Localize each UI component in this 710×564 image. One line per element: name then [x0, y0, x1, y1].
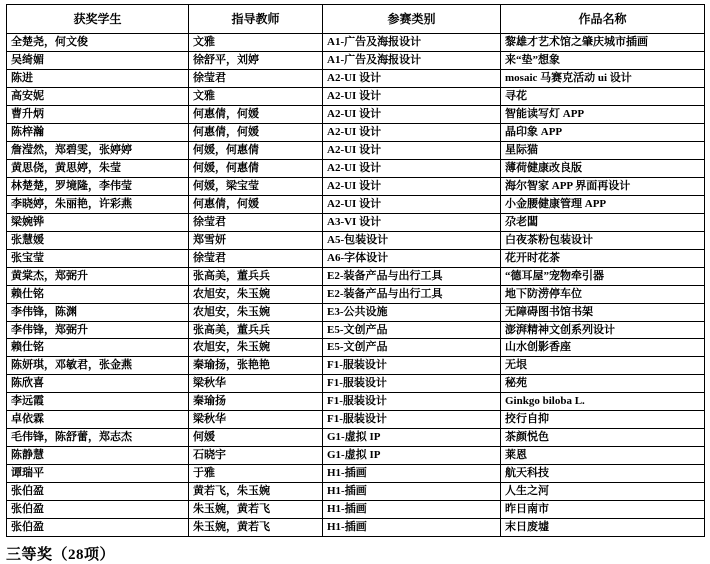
- award-table: [6, 4, 705, 537]
- cell-student: 吴绮媚: [7, 51, 189, 69]
- cell-category: H1-插画: [323, 483, 501, 501]
- cell-work-title: 寻花: [501, 87, 705, 105]
- cell-work-title: 星际猫: [501, 141, 705, 159]
- cell-category: E5-文创产品: [323, 339, 501, 357]
- cell-work-title: 澎湃精神文创系列设计: [501, 321, 705, 339]
- cell-student: 卓依霖: [7, 411, 189, 429]
- cell-category: E3-公共设施: [323, 303, 501, 321]
- table-row: [7, 87, 705, 105]
- cell-category: F1-服装设计: [323, 375, 501, 393]
- cell-work-title: 小金腰健康管理 APP: [501, 195, 705, 213]
- cell-teacher: 何媛，何惠倩: [189, 141, 323, 159]
- cell-teacher: 农旭安，朱玉婉: [189, 339, 323, 357]
- cell-category: A2-UI 设计: [323, 141, 501, 159]
- table-row: [7, 393, 705, 411]
- table-row: [7, 483, 705, 501]
- cell-student: 陈欣喜: [7, 375, 189, 393]
- cell-teacher: 张高美，董兵兵: [189, 321, 323, 339]
- third-prize-heading: 三等奖（28项）: [6, 547, 116, 564]
- table-row: [7, 195, 705, 213]
- table-row: [7, 411, 705, 429]
- cell-teacher: 梁秋华: [189, 375, 323, 393]
- cell-category: H1-插画: [323, 465, 501, 483]
- table-row: [7, 447, 705, 465]
- cell-category: A3-VI 设计: [323, 213, 501, 231]
- column-header-student: 获奖学生: [7, 5, 189, 34]
- cell-teacher: 秦瑜扬，张艳艳: [189, 357, 323, 375]
- cell-work-title: 航天科技: [501, 465, 705, 483]
- table-row: [7, 429, 705, 447]
- cell-student: 黄思侥，黄思婷，朱莹: [7, 159, 189, 177]
- table-row: [7, 177, 705, 195]
- cell-student: 陈静慧: [7, 447, 189, 465]
- cell-work-title: 黎雄才艺术馆之肇庆城市插画: [501, 34, 705, 52]
- cell-student: 全楚尧，何文俊: [7, 34, 189, 52]
- table-row: [7, 303, 705, 321]
- cell-teacher: 徐舒平，刘婷: [189, 51, 323, 69]
- cell-teacher: 朱玉婉，黄若飞: [189, 519, 323, 537]
- cell-work-title: 地下防涝停车位: [501, 285, 705, 303]
- cell-category: G1-虚拟 IP: [323, 429, 501, 447]
- cell-student: 赖仕铭: [7, 339, 189, 357]
- cell-category: A2-UI 设计: [323, 159, 501, 177]
- cell-work-title: mosaic 马赛克活动 ui 设计: [501, 69, 705, 87]
- cell-teacher: 徐莹君: [189, 249, 323, 267]
- table-row: [7, 375, 705, 393]
- cell-category: A6-字体设计: [323, 249, 501, 267]
- cell-work-title: 晶印象 APP: [501, 123, 705, 141]
- cell-work-title: “德耳屋”宠物牵引器: [501, 267, 705, 285]
- cell-teacher: 于雅: [189, 465, 323, 483]
- table-row: [7, 321, 705, 339]
- cell-student: 李伟锋，陈渊: [7, 303, 189, 321]
- cell-student: 张宝莹: [7, 249, 189, 267]
- cell-student: 张伯盈: [7, 519, 189, 537]
- cell-teacher: 张高美，董兵兵: [189, 267, 323, 285]
- cell-work-title: 无垠: [501, 357, 705, 375]
- cell-student: 谭瑞平: [7, 465, 189, 483]
- cell-work-title: 秘苑: [501, 375, 705, 393]
- cell-student: 毛伟锋，陈舒蕾，郑志杰: [7, 429, 189, 447]
- cell-work-title: Ginkgo biloba L.: [501, 393, 705, 411]
- cell-work-title: 山水创影香座: [501, 339, 705, 357]
- cell-student: 张伯盈: [7, 501, 189, 519]
- cell-work-title: 白夜茶粉包装设计: [501, 231, 705, 249]
- cell-work-title: 莱恩: [501, 447, 705, 465]
- cell-category: E2-装备产品与出行工具: [323, 267, 501, 285]
- cell-student: 赖仕铭: [7, 285, 189, 303]
- table-row: [7, 465, 705, 483]
- cell-category: A1-广告及海报设计: [323, 34, 501, 52]
- cell-student: 林楚楚，罗境隆，李伟莹: [7, 177, 189, 195]
- cell-student: 陈进: [7, 69, 189, 87]
- cell-work-title: 无障碍图书馆书架: [501, 303, 705, 321]
- cell-category: H1-插画: [323, 519, 501, 537]
- table-row: [7, 231, 705, 249]
- cell-teacher: 梁秋华: [189, 411, 323, 429]
- cell-teacher: 何媛: [189, 429, 323, 447]
- cell-teacher: 黄若飞，朱玉婉: [189, 483, 323, 501]
- table-row: [7, 501, 705, 519]
- cell-student: 曹升炳: [7, 105, 189, 123]
- cell-teacher: 徐莹君: [189, 69, 323, 87]
- cell-work-title: 尕老闆: [501, 213, 705, 231]
- cell-category: A1-广告及海报设计: [323, 51, 501, 69]
- cell-category: A5-包装设计: [323, 231, 501, 249]
- cell-category: A2-UI 设计: [323, 177, 501, 195]
- cell-category: F1-服装设计: [323, 411, 501, 429]
- column-header-teacher: 指导教师: [189, 5, 323, 34]
- cell-student: 詹滢然，郑碧雯，张婷婷: [7, 141, 189, 159]
- table-row: [7, 123, 705, 141]
- cell-teacher: 农旭安，朱玉婉: [189, 303, 323, 321]
- cell-teacher: 郑雪妍: [189, 231, 323, 249]
- cell-category: G1-虚拟 IP: [323, 447, 501, 465]
- cell-student: 高安妮: [7, 87, 189, 105]
- cell-category: E5-文创产品: [323, 321, 501, 339]
- cell-category: F1-服装设计: [323, 393, 501, 411]
- cell-category: A2-UI 设计: [323, 69, 501, 87]
- cell-category: A2-UI 设计: [323, 87, 501, 105]
- cell-student: 黄棠杰，郑弼升: [7, 267, 189, 285]
- table-row: [7, 339, 705, 357]
- cell-work-title: 昨日南市: [501, 501, 705, 519]
- cell-teacher: 石晓宇: [189, 447, 323, 465]
- cell-teacher: 文雅: [189, 87, 323, 105]
- cell-category: H1-插画: [323, 501, 501, 519]
- cell-work-title: 花开时花茶: [501, 249, 705, 267]
- cell-teacher: 何惠倩，何媛: [189, 195, 323, 213]
- cell-teacher: 何惠倩，何媛: [189, 105, 323, 123]
- table-row: [7, 159, 705, 177]
- cell-teacher: 徐莹君: [189, 213, 323, 231]
- cell-student: 张伯盈: [7, 483, 189, 501]
- cell-teacher: 何惠倩，何媛: [189, 123, 323, 141]
- cell-teacher: 朱玉婉，黄若飞: [189, 501, 323, 519]
- table-row: [7, 213, 705, 231]
- cell-student: 陈妍琪，邓敏君，张金燕: [7, 357, 189, 375]
- column-header-category: 参赛类别: [323, 5, 501, 34]
- cell-student: 李远霞: [7, 393, 189, 411]
- cell-work-title: 智能读写灯 APP: [501, 105, 705, 123]
- cell-student: 李伟锋，郑弼升: [7, 321, 189, 339]
- table-header-row: [7, 5, 705, 34]
- cell-work-title: 来“垫”想象: [501, 51, 705, 69]
- cell-work-title: 人生之河: [501, 483, 705, 501]
- cell-category: E2-装备产品与出行工具: [323, 285, 501, 303]
- cell-category: A2-UI 设计: [323, 123, 501, 141]
- table-row: [7, 267, 705, 285]
- table-row: [7, 69, 705, 87]
- table-header: [7, 5, 705, 34]
- cell-work-title: 末日废墟: [501, 519, 705, 537]
- table-row: [7, 51, 705, 69]
- cell-student: 陈梓瀚: [7, 123, 189, 141]
- table-row: [7, 249, 705, 267]
- cell-category: A2-UI 设计: [323, 195, 501, 213]
- cell-student: 李晓婷，朱丽艳，许彩燕: [7, 195, 189, 213]
- cell-work-title: 挍行自抑: [501, 411, 705, 429]
- cell-teacher: 秦瑜扬: [189, 393, 323, 411]
- table-row: [7, 357, 705, 375]
- cell-category: F1-服装设计: [323, 357, 501, 375]
- cell-student: 梁婉铧: [7, 213, 189, 231]
- table-body: [7, 34, 705, 537]
- cell-teacher: 何媛，何惠倩: [189, 159, 323, 177]
- column-header-work-title: 作品名称: [501, 5, 705, 34]
- cell-teacher: 何媛，梁宝莹: [189, 177, 323, 195]
- cell-work-title: 海尔智家 APP 界面再设计: [501, 177, 705, 195]
- cell-teacher: 农旭安，朱玉婉: [189, 285, 323, 303]
- cell-teacher: 文雅: [189, 34, 323, 52]
- table-row: [7, 141, 705, 159]
- table-row: [7, 105, 705, 123]
- cell-work-title: 茶颜悦色: [501, 429, 705, 447]
- table-row: [7, 34, 705, 52]
- table-row: [7, 519, 705, 537]
- cell-work-title: 薄荷健康改良版: [501, 159, 705, 177]
- table-row: [7, 285, 705, 303]
- cell-student: 张慧媛: [7, 231, 189, 249]
- cell-category: A2-UI 设计: [323, 105, 501, 123]
